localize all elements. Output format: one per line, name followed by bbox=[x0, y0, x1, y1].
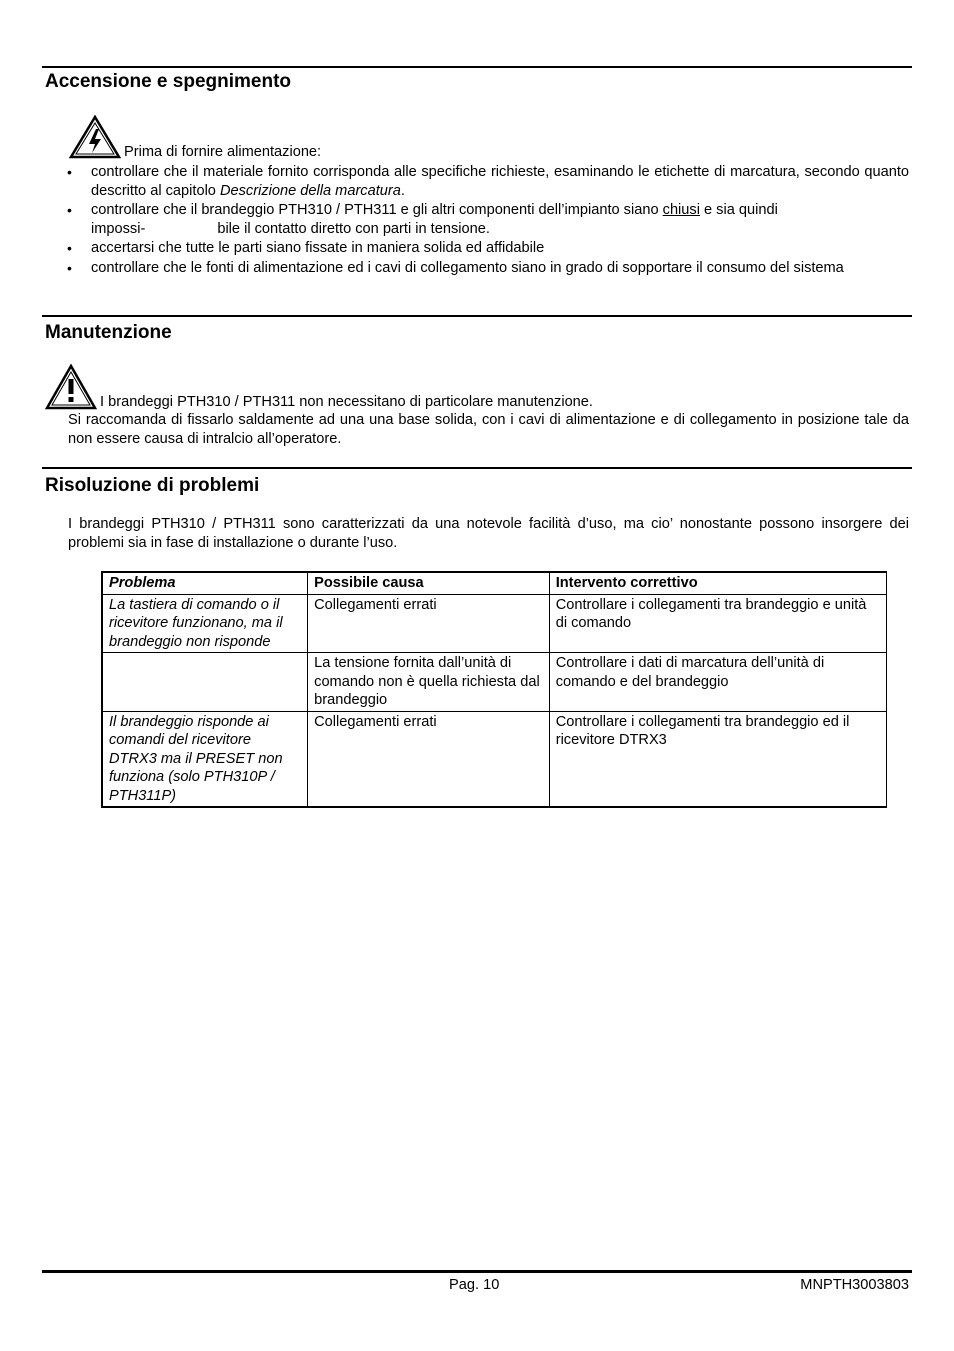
section-rule bbox=[42, 467, 912, 469]
section-title-accensione: Accensione e spegnimento bbox=[45, 71, 292, 92]
table-cell: Controllare i collegamenti tra brandeggio e unità di comando bbox=[549, 594, 886, 653]
table-cell bbox=[102, 653, 308, 712]
header-causa: Possibile causa bbox=[308, 572, 550, 594]
document-code: MNPTH3003803 bbox=[800, 1277, 909, 1293]
table-cell: Controllare i collegamenti tra brandeggio ed il ricevitore DTRX3 bbox=[549, 711, 886, 807]
risoluzione-intro: I brandeggi PTH310 / PTH311 sono caratterizzati da una notevole facilità d’uso, ma cio’ nonostante possono insorgere dei problemi sia in fase di installazione o durante l’uso. bbox=[68, 516, 909, 551]
page-number: Pag. 10 bbox=[449, 1277, 500, 1293]
table-cell: Controllare i dati di marcatura dell’unità di comando e del brandeggio bbox=[549, 653, 886, 712]
section-rule bbox=[42, 315, 912, 317]
table-header-row bbox=[102, 572, 887, 594]
warning-icon bbox=[45, 363, 97, 411]
table-row bbox=[102, 711, 887, 807]
table-row bbox=[102, 594, 887, 653]
table-row bbox=[102, 653, 887, 712]
list-item: • controllare che il brandeggio PTH310 / PTH311 e gli altri componenti dell’impianto siano chiusi e sia quindi impossi- bile il contatto diretto con parti in tensione. bbox=[66, 201, 909, 238]
accensione-intro: Prima di fornire alimentazione: bbox=[124, 144, 322, 160]
list-item: • controllare che il materiale fornito corrisponda alle specifiche richieste, esaminando le etichette di marcatura, secondo quanto descritto al capitolo Descrizione della marcatura. bbox=[66, 163, 909, 200]
table-cell: Il brandeggio risponde ai comandi del ricevitore DTRX3 ma il PRESET non funziona (solo PTH310P / PTH311P) bbox=[102, 711, 308, 807]
table-cell: Collegamenti errati bbox=[308, 594, 550, 653]
header-problema: Problema bbox=[102, 572, 308, 594]
manutenzione-line2: Si raccomanda di fissarlo saldamente ad una una base solida, con i cavi di alimentazione e di collegamento in posizione tale da non essere causa di intralcio all’operatore. bbox=[68, 412, 909, 447]
manutenzione-line1: I brandeggi PTH310 / PTH311 non necessitano di particolare manutenzione. bbox=[100, 394, 593, 410]
header-intervento: Intervento correttivo bbox=[549, 572, 886, 594]
accensione-checklist bbox=[66, 163, 909, 278]
section-title-risoluzione: Risoluzione di problemi bbox=[45, 475, 260, 496]
list-item: • controllare che le fonti di alimentazione ed i cavi di collegamento siano in grado di sopportare il consumo del sistema bbox=[66, 259, 909, 278]
top-rule bbox=[42, 66, 912, 68]
electrical-hazard-icon bbox=[69, 114, 121, 160]
table-cell: La tastiera di comando o il ricevitore funzionano, ma il brandeggio non risponde bbox=[102, 594, 308, 653]
list-item: • accertarsi che tutte le parti siano fissate in maniera solida ed affidabile bbox=[66, 239, 909, 258]
footer-rule bbox=[42, 1270, 912, 1273]
table-cell: La tensione fornita dall’unità di comando non è quella richiesta dal brandeggio bbox=[308, 653, 550, 712]
troubleshooting-table bbox=[101, 571, 887, 808]
section-title-manutenzione: Manutenzione bbox=[45, 322, 172, 343]
table-cell: Collegamenti errati bbox=[308, 711, 550, 807]
